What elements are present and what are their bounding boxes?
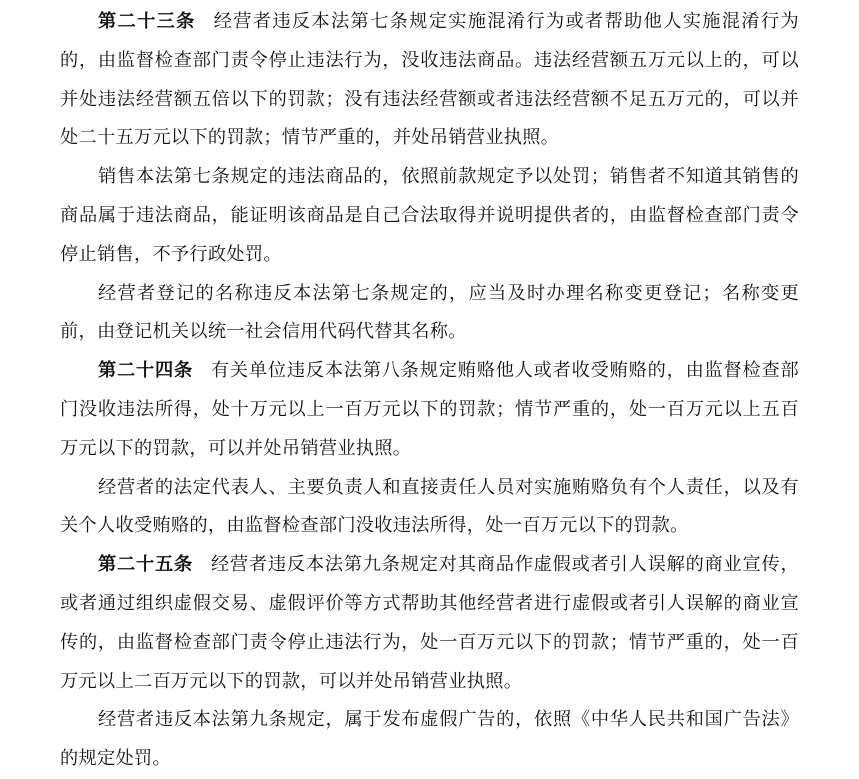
article-23-paragraph-3 (60, 275, 799, 353)
paragraph-text: 有关单位违反本法第八条规定贿赂他人或者收受贿赂的，由监督检查部门没收违法所得，处十万元以上一百万元以下的罚款；情节严重的，处一百万元以上五百万元以下的罚款，可以并处吊销营业执照。 (60, 360, 799, 459)
article-25-paragraph-2 (60, 701, 799, 779)
article-number: 第二十五条 (98, 554, 193, 576)
paragraph-text: 经营者登记的名称违反本法第七条规定的，应当及时办理名称变更登记；名称变更前，由登记机关以统一社会信用代码代替其名称。 (60, 282, 799, 343)
article-23-paragraph (60, 3, 799, 158)
article-24-paragraph (60, 352, 799, 468)
article-number: 第二十三条 (98, 11, 196, 32)
article-24-paragraph-2 (60, 469, 799, 547)
paragraph-text: 经营者的法定代表人、主要负责人和直接责任人员对实施贿赂负有个人责任，以及有关个人收受贿赂的，由监督检查部门没收违法所得，处一百万元以下的罚款。 (60, 476, 799, 537)
paragraph-text: 经营者违反本法第九条规定，属于发布虚假广告的，依照《中华人民共和国广告法》的规定处罚。 (60, 709, 799, 770)
paragraph-text: 经营者违反本法第七条规定实施混淆行为或者帮助他人实施混淆行为的，由监督检查部门责令停止违法行为，没收违法商品。违法经营额五万元以上的，可以并处违法经营额五倍以下的罚款；没有违法经营额或者违法经营额不足五万元的，可以并处二十五万元以下的罚款；情节严重的，并处吊销营业执照。 (60, 11, 799, 149)
article-number: 第二十四条 (98, 360, 193, 382)
paragraph-text: 经营者违反本法第九条规定对其商品作虚假或者引人误解的商业宣传，或者通过组织虚假交易、虚假评价等方式帮助其他经营者进行虚假或者引人误解的商业宣传的，由监督检查部门责令停止违法行为，处一百万元以下的罚款；情节严重的，处一百万元以上二百万元以下的罚款，可以并处吊销营业执照。 (60, 554, 799, 692)
paragraph-text: 销售本法第七条规定的违法商品的，依照前款规定予以处罚；销售者不知道其销售的商品属于违法商品，能证明该商品是自己合法取得并说明提供者的，由监督检查部门责令停止销售，不予行政处罚。 (60, 166, 799, 265)
article-23-paragraph-2 (60, 158, 799, 274)
article-25-paragraph (60, 546, 799, 701)
